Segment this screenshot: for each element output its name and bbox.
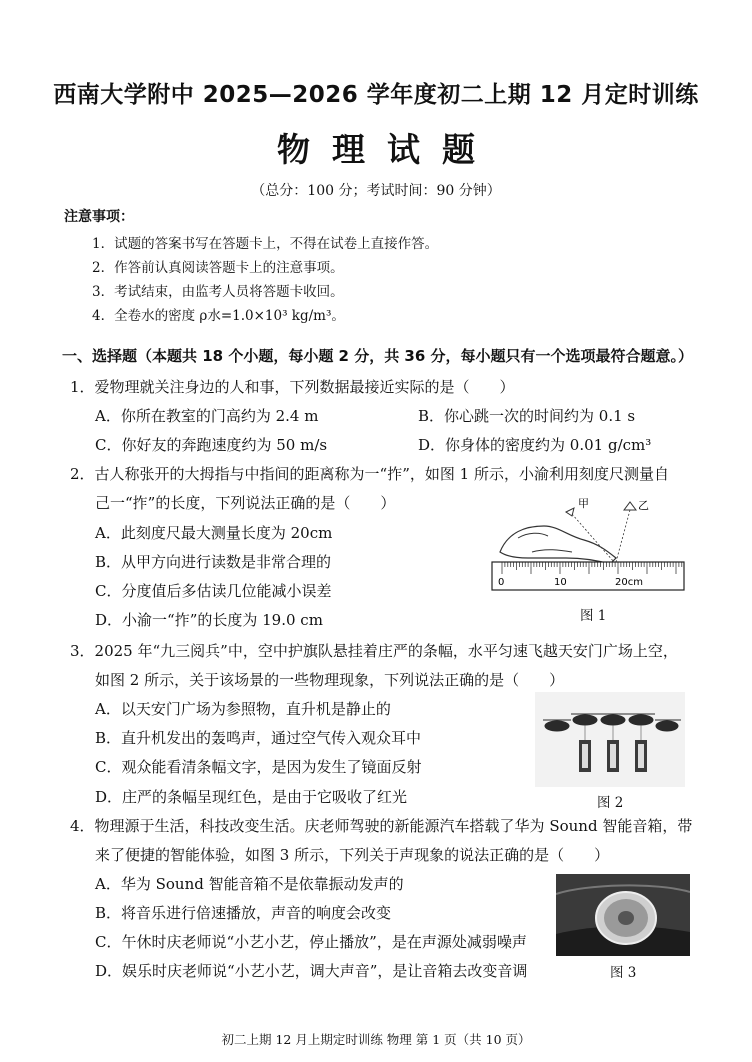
ruler-tick-label: 10 (554, 577, 567, 588)
ruler-hand-figure (488, 492, 688, 600)
exam-school-title: 西南大学附中 2025—2026 学年度初二上期 12 月定时训练 (53, 82, 699, 108)
q3-option-c: C．观众能看清条幅文字，是因为发生了镜面反射 (95, 758, 422, 776)
figure-3-caption: 图 3 (610, 965, 637, 981)
q4-option-a: A．华为 Sound 智能音箱不是依靠振动发声的 (95, 875, 404, 893)
ruler (492, 562, 684, 590)
question-3-stem: 3．2025 年“九三阅兵”中，空中护旗队悬挂着庄严的条幅，水平匀速飞越天安门广场上空， (70, 642, 678, 660)
page-footer: 初二上期 12 月上期定时训练 物理 第 1 页（共 10 页） (221, 1032, 531, 1047)
q3-option-a: A．以天安门广场为参照物，直升机是静止的 (95, 700, 391, 718)
note-item: 1．试题的答案书写在答题卡上，不得在试卷上直接作答。 (92, 236, 439, 252)
eye-yi-icon (624, 502, 636, 510)
helicopter-banner-photo (535, 692, 685, 787)
q2-option-b: B．从甲方向进行读数是非常合理的 (95, 553, 332, 571)
q4-option-c: C．午休时庆老师说“小艺小艺，停止播放”，是在声源处减弱噪声 (95, 933, 527, 951)
q2-option-d: D．小渝一“拃”的长度为 19.0 cm (95, 611, 323, 629)
question-4-stem: 4．物理源于生活，科技改变生活。庆老师驾驶的新能源汽车搭载了华为 Sound 智能音箱，带 (70, 817, 693, 835)
question-4-stem-cont: 来了便捷的智能体验，如图 3 所示，下列关于声现象的说法正确的是（ ） (95, 846, 610, 864)
notes-heading: 注意事项： (64, 209, 134, 225)
q3-option-d: D．庄严的条幅呈现红色，是由于它吸收了红光 (95, 788, 408, 806)
question-2-stem: 2．古人称张开的大拇指与中指间的距离称为一“拃”，如图 1 所示，小渝利用刻度尺测量自 (70, 465, 669, 483)
question-2-stem-cont: 己一“拃”的长度，下列说法正确的是（ ） (95, 494, 396, 512)
exam-meta: （总分：100 分；考试时间：90 分钟） (251, 183, 501, 199)
label-jia: 甲 (578, 497, 589, 510)
q2-option-a: A．此刻度尺最大测量长度为 20cm (95, 524, 333, 542)
label-yi: 乙 (638, 499, 649, 512)
exam-subject-title: 物理试题 (277, 130, 497, 169)
ruler-tick-label: 0 (498, 577, 505, 588)
q1-option-d: D．你身体的密度约为 0.01 g/cm³ (418, 436, 652, 454)
car-speaker-photo (556, 874, 690, 956)
q1-option-b: B．你心跳一次的时间约为 0.1 s (418, 407, 636, 425)
question-3-stem-cont: 如图 2 所示，关于该场景的一些物理现象，下列说法正确的是（ ） (95, 671, 565, 689)
q3-option-b: B．直升机发出的轰鸣声，通过空气传入观众耳中 (95, 729, 422, 747)
ruler-tick-label: 20cm (615, 577, 643, 588)
q4-option-b: B．将音乐进行倍速播放，声音的响度会改变 (95, 904, 392, 922)
note-item: 2．作答前认真阅读答题卡上的注意事项。 (92, 260, 344, 276)
q4-option-d: D．娱乐时庆老师说“小艺小艺，调大声音”，是让音箱去改变音调 (95, 962, 528, 980)
figure-1-caption: 图 1 (580, 608, 607, 624)
note-item: 4．全卷水的密度 ρ水=1.0×10³ kg/m³。 (92, 308, 345, 324)
q2-option-c: C．分度值后多估读几位能减小误差 (95, 582, 332, 600)
q1-option-a: A．你所在教室的门高约为 2.4 m (95, 407, 319, 425)
figure-2-caption: 图 2 (597, 795, 624, 811)
note-item: 3．考试结束，由监考人员将答题卡收回。 (92, 284, 344, 300)
question-1-stem: 1．爱物理就关注身边的人和事，下列数据最接近实际的是（ ） (70, 378, 515, 396)
q1-option-c: C．你好友的奔跑速度约为 50 m/s (95, 436, 328, 454)
section-title: 一、选择题（本题共 18 个小题，每小题 2 分，共 36 分，每小题只有一个选项最符合题意。） (62, 347, 694, 365)
